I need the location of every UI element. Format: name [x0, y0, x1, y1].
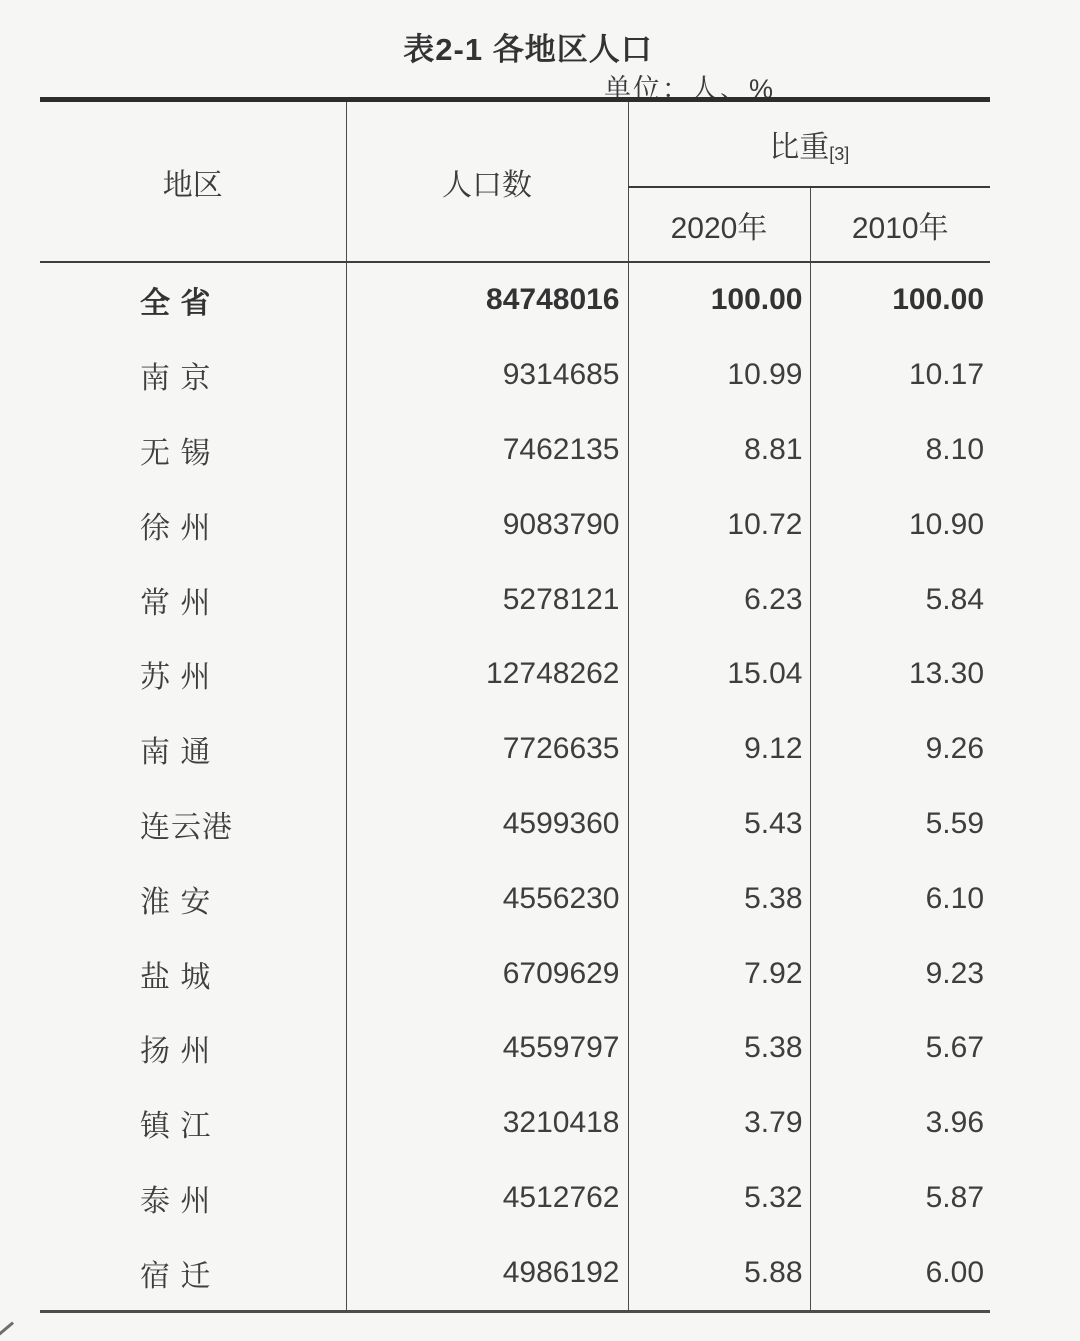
region-name: 苏 州 [140, 661, 212, 695]
population-value: 4559797 [346, 1011, 628, 1086]
region-name: 常 州 [140, 586, 212, 620]
share-2020-value: 8.81 [628, 413, 810, 488]
share-2010-value: 6.10 [925, 881, 985, 915]
share-2010-value: 9.26 [925, 732, 985, 766]
share-2010-value: 9.23 [925, 956, 985, 990]
share-2020-value: 100.00 [628, 262, 810, 338]
table-row [40, 1235, 990, 1311]
share-2020-value: 5.38 [628, 1011, 810, 1086]
share-2020-value: 10.99 [628, 338, 810, 413]
share-2010-value: 3.96 [925, 1106, 985, 1140]
population-value: 84748016 [346, 262, 628, 338]
region-name: 徐 州 [140, 511, 212, 545]
table-body [40, 262, 990, 1312]
col-header-region: 地区 [40, 100, 346, 263]
share-2010-value: 5.87 [925, 1180, 985, 1214]
share-2020-value: 5.43 [628, 787, 810, 862]
population-table [40, 97, 990, 1313]
region-name: 盐 城 [140, 960, 212, 994]
region-name: 镇 江 [140, 1110, 212, 1144]
footnote-marker: [3] [829, 144, 850, 164]
population-value: 4986192 [346, 1235, 628, 1311]
table-row [40, 787, 990, 862]
region-name: 无 锡 [140, 436, 212, 470]
region-name: 扬 州 [140, 1035, 212, 1069]
share-2010-value: 5.84 [925, 582, 985, 616]
population-value: 4512762 [346, 1161, 628, 1236]
share-2010-value: 10.17 [908, 358, 985, 392]
population-value: 6709629 [346, 936, 628, 1011]
share-2020-value: 5.38 [628, 861, 810, 936]
region-name: 连云港 [140, 810, 233, 844]
share-label: 比重 [769, 131, 830, 164]
share-2010-value: 5.59 [925, 806, 985, 840]
population-value: 7462135 [346, 413, 628, 488]
table-row [40, 1086, 990, 1161]
share-2010-value: 13.30 [908, 657, 985, 691]
region-name: 淮 安 [140, 885, 212, 919]
table-row [40, 1011, 990, 1086]
share-2020-value: 7.92 [628, 936, 810, 1011]
table-row [40, 637, 990, 712]
share-2020-value: 5.88 [628, 1235, 810, 1311]
table-row [40, 861, 990, 936]
col-header-2010: 2010年 [810, 187, 990, 262]
share-2010-value: 8.10 [925, 432, 985, 466]
population-value: 7726635 [346, 712, 628, 787]
region-name: 南 京 [140, 362, 212, 396]
share-2010-value: 6.00 [925, 1255, 985, 1289]
share-2020-value: 9.12 [628, 712, 810, 787]
population-value: 9314685 [346, 338, 628, 413]
share-2020-value: 6.23 [628, 562, 810, 637]
share-2010-value: 10.90 [908, 507, 985, 541]
unit-label: 单位：人、% [604, 74, 776, 104]
share-2020-value: 5.32 [628, 1161, 810, 1236]
region-name: 全 省 [140, 287, 212, 321]
table-row [40, 338, 990, 413]
share-2010-value: 5.67 [925, 1031, 985, 1065]
table-row [40, 1161, 990, 1236]
table-row [40, 562, 990, 637]
share-2020-value: 3.79 [628, 1086, 810, 1161]
population-value: 4556230 [346, 861, 628, 936]
population-value: 12748262 [346, 637, 628, 712]
table-row [40, 487, 990, 562]
population-value: 5278121 [346, 562, 628, 637]
col-header-share [628, 100, 990, 188]
table-row [40, 413, 990, 488]
corner-mark [0, 1322, 14, 1335]
share-2020-value: 10.72 [628, 487, 810, 562]
population-value: 4599360 [346, 787, 628, 862]
share-2010-value: 100.00 [892, 283, 985, 317]
population-value: 3210418 [346, 1086, 628, 1161]
col-header-2020: 2020年 [628, 187, 810, 262]
share-2020-value: 15.04 [628, 637, 810, 712]
population-value: 9083790 [346, 487, 628, 562]
region-name: 南 通 [140, 736, 212, 770]
table-title: 表2-1 各地区人口 [403, 32, 653, 67]
table-row [40, 712, 990, 787]
region-name: 泰 州 [140, 1184, 212, 1218]
table-header [40, 100, 990, 263]
region-name: 宿 迁 [140, 1259, 212, 1293]
col-header-population: 人口数 [346, 100, 628, 263]
table-row [40, 262, 990, 338]
table-row [40, 936, 990, 1011]
